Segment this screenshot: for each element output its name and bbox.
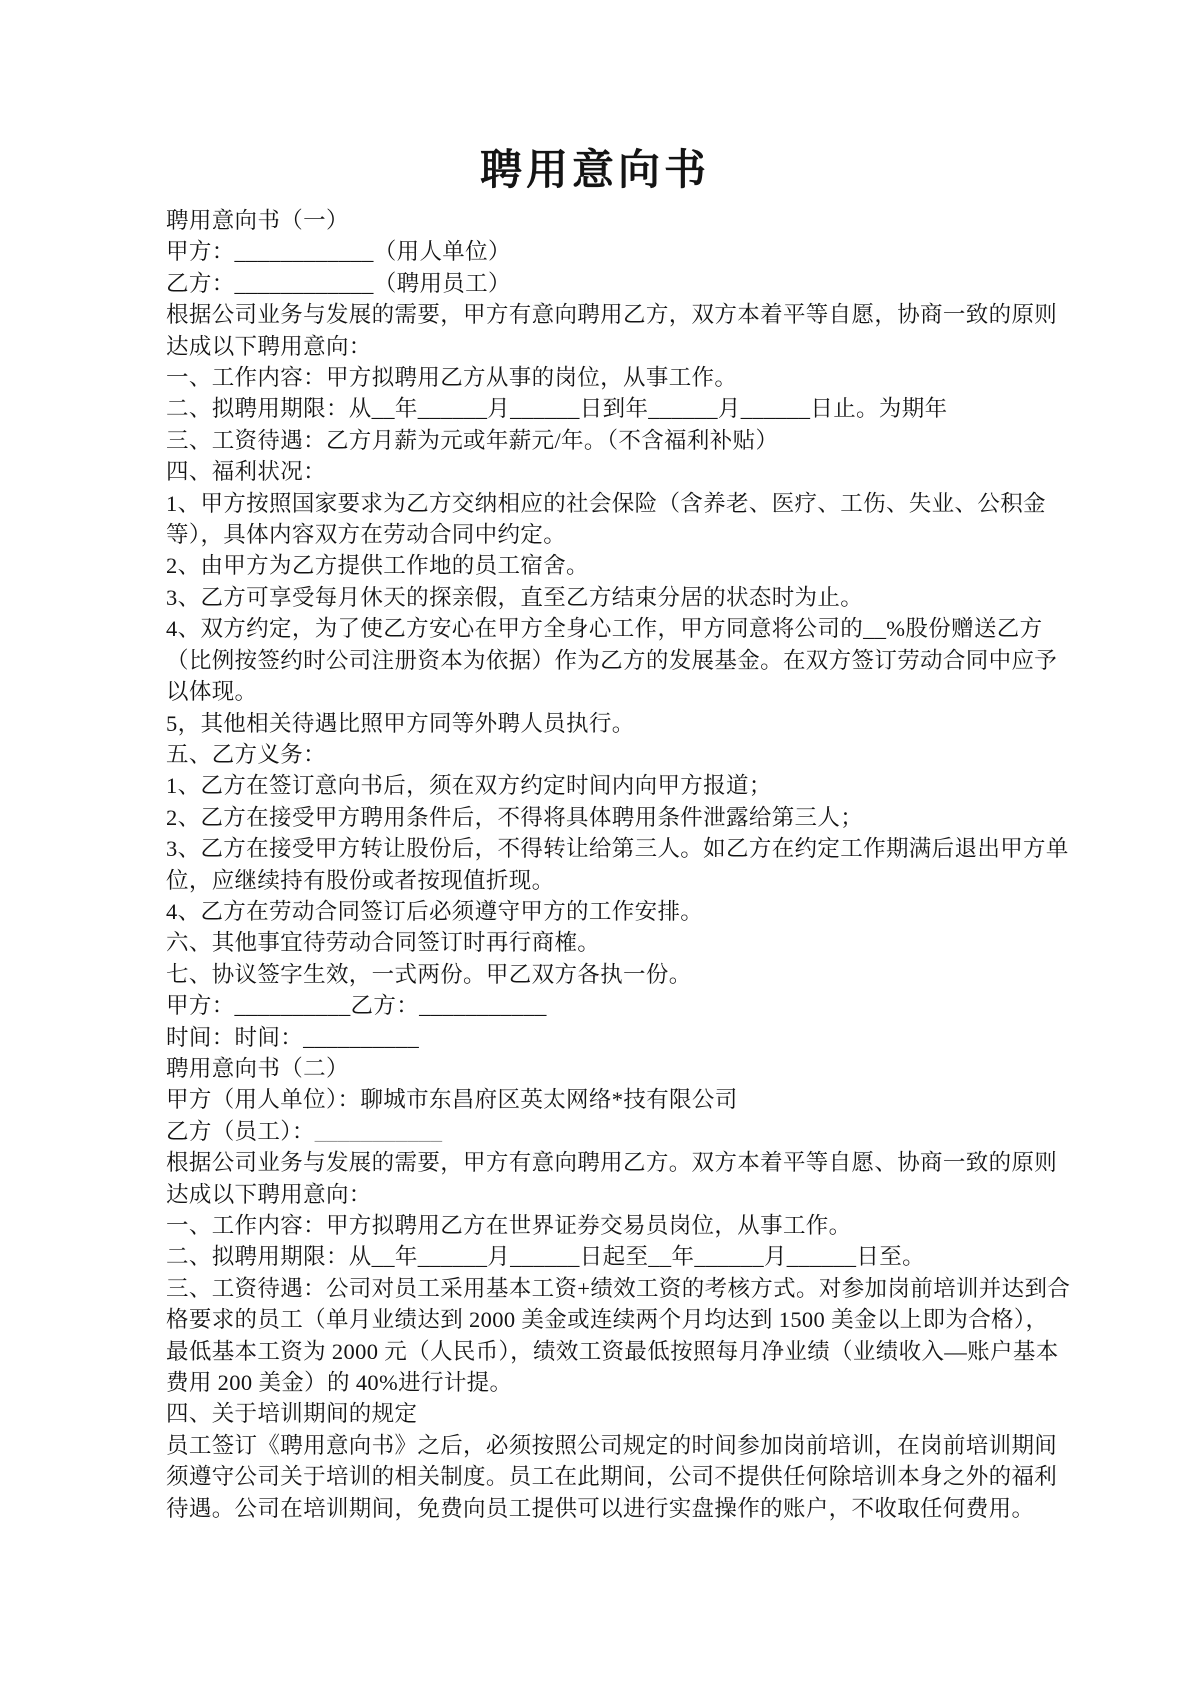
blank-underline: ___________ <box>314 1118 443 1144</box>
line-text: 三、工资待遇：公司对员工采用基本工资+绩效工资的考核方式。对参加岗前培训并达到合 <box>166 1275 1071 1301</box>
document-line <box>166 708 1024 739</box>
line-text: 以体现。 <box>166 679 258 705</box>
document-line <box>166 1336 1059 1367</box>
document-line <box>166 268 1024 299</box>
line-text: 四、福利状况： <box>166 459 326 485</box>
line-text: 格要求的员工（单月业绩达到 2000 美金或连续两个月均达到 1500 美金以上即为合格）， <box>166 1307 1049 1333</box>
document-line <box>166 1179 1024 1210</box>
line-text: 七、协议签字生效，一式两份。甲乙双方各执一份。 <box>166 961 692 987</box>
document-line <box>166 1493 1035 1524</box>
line-text: 达成以下聘用意向： <box>166 1181 372 1207</box>
document-line <box>166 1053 1024 1084</box>
document-line <box>166 1273 1071 1304</box>
line-text: 一、工作内容：甲方拟聘用乙方从事的岗位，从事工作。 <box>166 365 738 391</box>
line-text: 时间：时间：__________ <box>166 1024 420 1050</box>
line-text: 乙方：____________（聘用员工） <box>166 270 511 296</box>
line-text: 2、乙方在接受甲方聘用条件后，不得将具体聘用条件泄露给第三人； <box>166 804 864 830</box>
document-line <box>166 456 1024 487</box>
document-line <box>166 613 1043 644</box>
line-text: 二、拟聘用期限：从__年______月______日起至__年______月______日至。 <box>166 1244 925 1270</box>
document-line <box>166 676 1024 707</box>
document-line <box>166 896 1024 927</box>
document-body <box>0 205 1190 1524</box>
line-text: 员工签订《聘用意向书》之后，必须按照公司规定的时间参加岗前培训，在岗前培训期间 <box>166 1432 1058 1458</box>
document-line <box>166 299 1058 330</box>
document-line <box>166 1241 1024 1272</box>
line-text: 二、拟聘用期限：从__年______月______日到年______月______日止。为期年 <box>166 396 948 422</box>
document-line <box>166 1304 1049 1335</box>
line-text: 六、其他事宜待劳动合同签订时再行商榷。 <box>166 930 601 956</box>
line-text: 5，其他相关待遇比照甲方同等外聘人员执行。 <box>166 710 635 736</box>
document-line <box>166 865 1024 896</box>
line-text: 根据公司业务与发展的需要，甲方有意向聘用乙方，双方本着平等自愿，协商一致的原则 <box>166 302 1058 328</box>
document-line <box>166 1210 1024 1241</box>
line-text: 4、双方约定，为了使乙方安心在甲方全身心工作，甲方同意将公司的__%股份赠送乙方 <box>166 616 1043 642</box>
line-text: 1、乙方在签订意向书后，须在双方约定时间内向甲方报道； <box>166 773 772 799</box>
line-text: 4、乙方在劳动合同签订后必须遵守甲方的工作安排。 <box>166 898 704 924</box>
document-line <box>166 645 1058 676</box>
document-line <box>166 550 1024 581</box>
line-text: 费用 200 美金）的 40%进行计提。 <box>166 1370 513 1396</box>
document-line <box>166 802 1024 833</box>
line-text: 聘用意向书（二） <box>166 1055 349 1081</box>
document-line <box>166 927 1024 958</box>
line-text: 达成以下聘用意向： <box>166 333 372 359</box>
document-line <box>166 331 1024 362</box>
document-line <box>166 739 1024 770</box>
line-text: 根据公司业务与发展的需要，甲方有意向聘用乙方。双方本着平等自愿、协商一致的原则 <box>166 1150 1058 1176</box>
line-text: 等），具体内容双方在劳动合同中约定。 <box>166 522 567 548</box>
document-line <box>166 1430 1058 1461</box>
line-text: 1、甲方按照国家要求为乙方交纳相应的社会保险（含养老、医疗、工伤、失业、公积金 <box>166 490 1046 516</box>
document-line <box>166 1084 1024 1115</box>
line-text: 甲方：____________（用人单位） <box>166 239 511 265</box>
line-text: 聘用意向书（一） <box>166 208 349 233</box>
document-line <box>166 990 1024 1021</box>
line-text: 四、关于培训期间的规定 <box>166 1401 418 1427</box>
line-text: 最低基本工资为 2000 元（人民币），绩效工资最低按照每月净业绩（业绩收入—账户基本 <box>166 1338 1059 1364</box>
document-title: 聘用意向书 <box>479 148 710 194</box>
document-line <box>166 425 1024 456</box>
document-line <box>166 1116 1024 1147</box>
line-text: 2、由甲方为乙方提供工作地的员工宿舍。 <box>166 553 589 579</box>
line-text: 五、乙方义务： <box>166 741 326 767</box>
line-text: 乙方（员工）： <box>166 1118 315 1144</box>
document-line <box>166 833 1069 864</box>
line-text: 位，应继续持有股份或者按现值折现。 <box>166 867 555 893</box>
document-line <box>166 1147 1058 1178</box>
line-text: 3、乙方在接受甲方转让股份后，不得转让给第三人。如乙方在约定工作期满后退出甲方单 <box>166 836 1069 862</box>
document-line <box>166 959 1024 990</box>
document-line <box>166 519 1024 550</box>
document-line <box>166 362 1024 393</box>
document-line <box>166 582 1024 613</box>
line-text: 甲方（用人单位）：聊城市东昌府区英太网络*技有限公司 <box>166 1087 738 1113</box>
line-text: 须遵守公司关于培训的相关制度。员工在此期间，公司不提供任何除培训本身之外的福利 <box>166 1464 1058 1490</box>
line-text: 待遇。公司在培训期间，免费向员工提供可以进行实盘操作的账户，不收取任何费用。 <box>166 1495 1035 1521</box>
line-text: 一、工作内容：甲方拟聘用乙方在世界证券交易员岗位，从事工作。 <box>166 1213 852 1238</box>
document-line <box>166 770 1024 801</box>
document-line <box>166 1367 1024 1398</box>
document-line <box>166 1461 1058 1492</box>
document-line <box>166 393 1024 424</box>
line-text: （比例按签约时公司注册资本为依据）作为乙方的发展基金。在双方签订劳动合同中应予 <box>166 647 1058 673</box>
document-line <box>166 205 1024 236</box>
document-line <box>166 1398 1024 1429</box>
document-line <box>166 236 1024 267</box>
document-line <box>166 1022 1024 1053</box>
line-text: 甲方：__________乙方：___________ <box>166 993 547 1019</box>
line-text: 3、乙方可享受每月休天的探亲假，直至乙方结束分居的状态时为止。 <box>166 584 864 610</box>
document-line <box>166 488 1046 519</box>
line-text: 三、工资待遇：乙方月薪为元或年薪元/年。（不含福利补贴） <box>166 427 779 453</box>
